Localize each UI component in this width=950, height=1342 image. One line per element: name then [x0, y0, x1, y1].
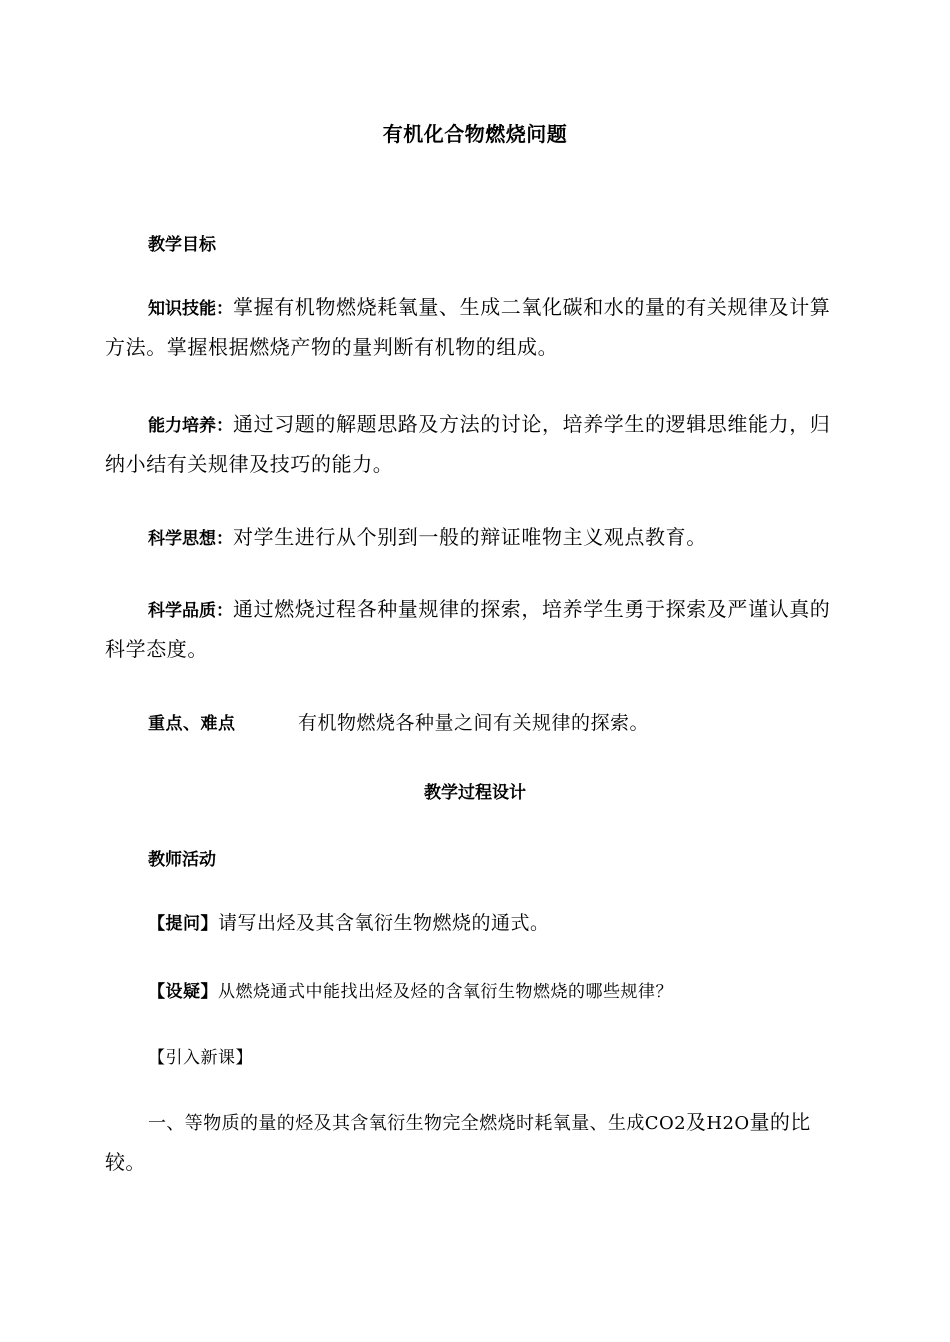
objectives-heading: 教学目标 — [148, 235, 216, 255]
section-one-text-d: 量的比较。 — [105, 1110, 811, 1174]
keypoints-line — [148, 708, 649, 735]
thought-label: 科学思想： — [148, 529, 233, 549]
quality-paragraph — [105, 590, 845, 668]
doubt-line — [148, 977, 673, 1002]
intro-line: 【引入新课】 — [148, 1048, 253, 1068]
process-heading: 教学过程设计 — [424, 783, 526, 803]
section-one-paragraph — [105, 1103, 845, 1183]
quality-text: 通过燃烧过程各种量规律的探索，培养学生勇于探索及严谨认真的科学态度。 — [105, 597, 831, 661]
quality-label: 科学品质： — [148, 601, 233, 621]
keypoints-text: 有机物燃烧各种量之间有关规律的探索。 — [298, 712, 650, 734]
ability-label: 能力培养： — [148, 416, 233, 436]
thought-paragraph — [105, 518, 845, 558]
question-label: 【提问】 — [148, 914, 218, 934]
knowledge-text: 掌握有机物燃烧耗氧量、生成二氧化碳和水的量的有关规律及计算方法。掌握根据燃烧产物的量判断有机物的组成。 — [105, 295, 831, 359]
keypoints-label: 重点、难点 — [148, 714, 236, 734]
doubt-text: 从燃烧通式中能找出烃及烃的含氧衍生物燃烧的哪些规律？ — [218, 982, 673, 1002]
thought-text: 对学生进行从个别到一般的辩证唯物主义观点教育。 — [233, 525, 707, 549]
section-one-text-a: 一、等物质的量的烃及其含氧衍生物完全燃烧时耗氧量、生成CO2 — [148, 1113, 686, 1134]
teacher-heading: 教师活动 — [148, 850, 216, 870]
page-title: 有机化合物燃烧问题 — [382, 122, 568, 146]
question-text: 请写出烃及其含氧衍生物燃烧的通式。 — [218, 912, 550, 934]
section-one-text-c: H2O — [706, 1113, 750, 1134]
ability-paragraph — [105, 405, 845, 483]
knowledge-paragraph — [105, 288, 845, 366]
doubt-label: 【设疑】 — [148, 982, 218, 1002]
section-one-text-b: 及 — [685, 1110, 707, 1134]
question-line — [148, 908, 550, 935]
ability-text: 通过习题的解题思路及方法的讨论，培养学生的逻辑思维能力，归纳小结有关规律及技巧的能力。 — [105, 412, 831, 476]
knowledge-label: 知识技能： — [148, 299, 233, 319]
